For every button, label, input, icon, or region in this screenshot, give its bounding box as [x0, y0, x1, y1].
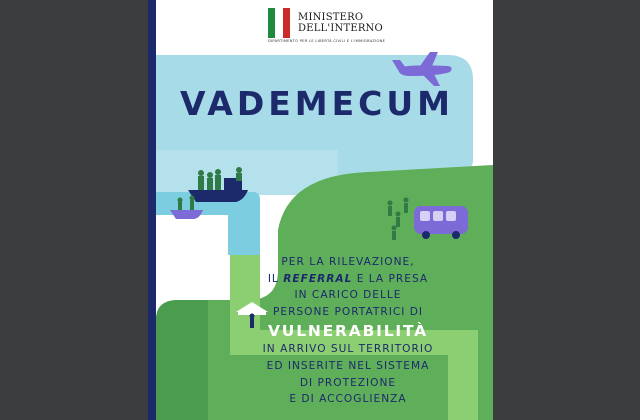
italian-flag-icon — [268, 8, 290, 38]
ministry-name-line2: DELL'INTERNO — [298, 23, 383, 34]
cover-page — [148, 0, 493, 420]
description-line: DI PROTEZIONE — [299, 376, 397, 389]
description-line: IN ARRIVO SUL TERRITORIO — [262, 343, 434, 356]
text-segment: IL — [267, 272, 284, 285]
description-line: ED INSERITE NEL SISTEMA — [266, 359, 430, 372]
cover-description — [243, 254, 453, 408]
navy-strip — [148, 0, 156, 420]
text-segment: E LA PRESA — [352, 272, 429, 285]
description-line: PER LA RILEVAZIONE, — [281, 256, 415, 268]
page-title: VADEMECUM — [180, 84, 455, 123]
description-line: IN CARICO DELLE — [294, 289, 402, 302]
referral-emphasis: REFERRAL — [283, 272, 353, 285]
vulnerability-highlight: VULNERABILITÀ — [268, 322, 428, 341]
land-shape-dark — [156, 300, 208, 420]
ministry-header — [268, 8, 488, 48]
description-line: E DI ACCOGLIENZA — [289, 393, 407, 406]
description-line — [243, 271, 453, 288]
department-name: DIPARTIMENTO PER LE LIBERTÀ CIVILI E L'IMMIGRAZIONE — [268, 39, 386, 43]
description-line: PERSONE PORTATRICI DI — [272, 305, 423, 318]
ministry-name-line1: MINISTERO — [298, 12, 364, 23]
